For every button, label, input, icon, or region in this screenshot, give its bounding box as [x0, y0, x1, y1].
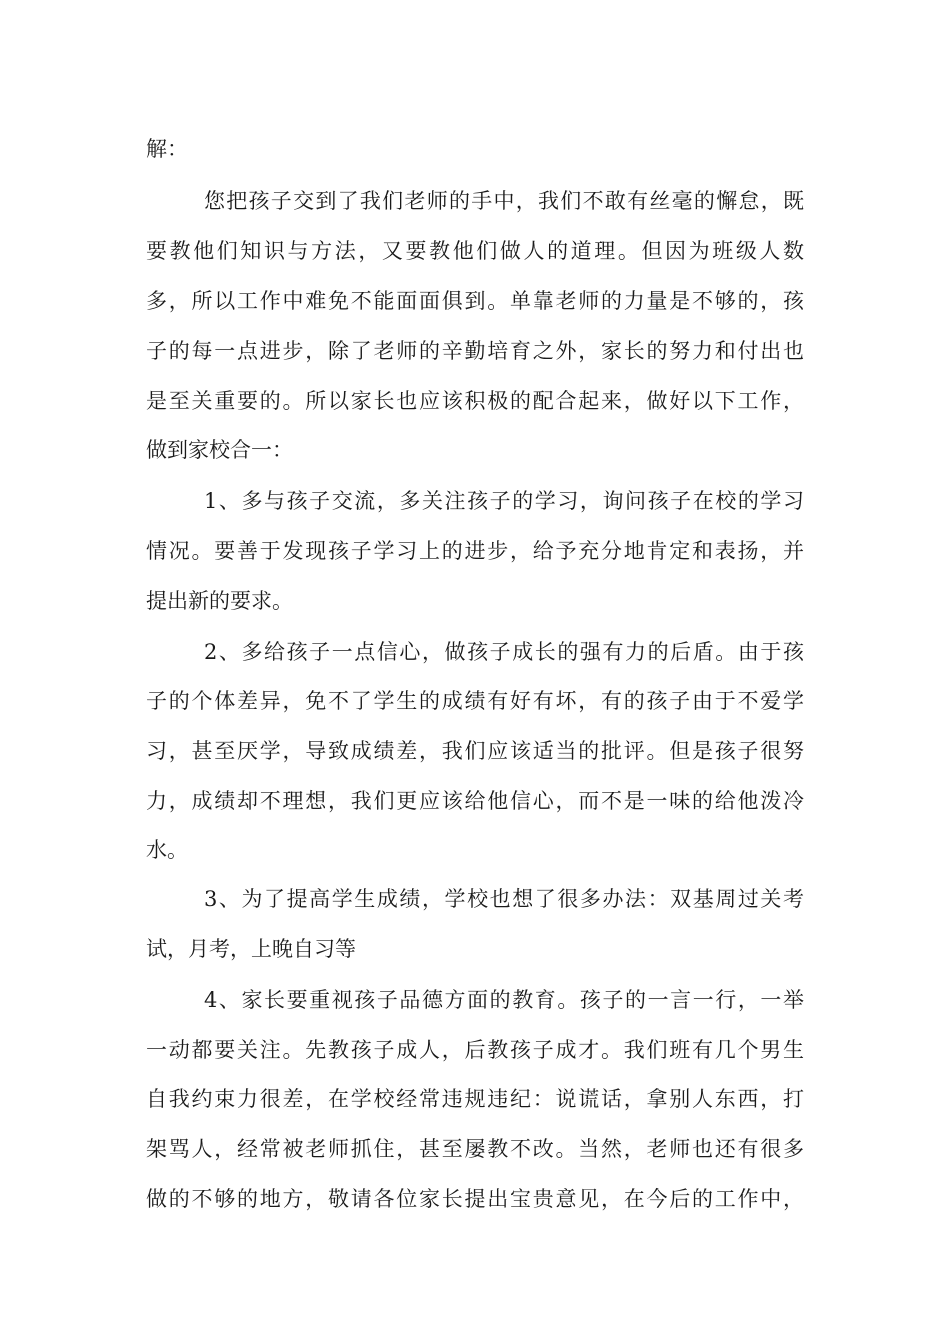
text-line: [0, 177, 950, 225]
text-line: [0, 1026, 950, 1074]
text-line: [0, 125, 950, 173]
line-text: 2、多给孩子一点信心，做孩子成长的强有力的后盾。由于孩: [204, 640, 804, 664]
text-line: [0, 327, 950, 375]
text-line: [0, 577, 950, 625]
line-text: 做的不够的地方，敬请各位家长提出宝贵意见，在今后的工作中，: [146, 1187, 804, 1211]
text-line: [0, 1075, 950, 1123]
text-line: [0, 727, 950, 775]
text-line: [0, 875, 950, 923]
line-text: 是至关重要的。所以家长也应该积极的配合起来，做好以下工作，: [146, 389, 804, 413]
line-text: 情况。要善于发现孩子学习上的进步，给予充分地肯定和表扬，并: [146, 539, 804, 563]
line-text: 一动都要关注。先教孩子成人，后教孩子成才。我们班有几个男生: [146, 1038, 804, 1062]
text-line: [0, 527, 950, 575]
text-line: [0, 377, 950, 425]
line-text: 架骂人，经常被老师抓住，甚至屡教不改。当然，老师也还有很多: [146, 1137, 804, 1161]
text-line: [0, 826, 950, 874]
line-text: 习，甚至厌学，导致成绩差，我们应该适当的批评。但是孩子很努: [146, 739, 804, 763]
line-text: 做到家校合一：: [146, 438, 293, 462]
text-line: [0, 677, 950, 725]
line-text: 试，月考，上晚自习等: [146, 937, 356, 961]
text-line: [0, 227, 950, 275]
text-line: [0, 426, 950, 474]
text-line: [0, 925, 950, 973]
line-text: 水。: [146, 838, 188, 862]
line-text: 4、家长要重视孩子品德方面的教育。孩子的一言一行，一举: [204, 988, 804, 1012]
text-line: [0, 477, 950, 525]
text-line: [0, 777, 950, 825]
text-line: [0, 976, 950, 1024]
line-text: 多，所以工作中难免不能面面俱到。单靠老师的力量是不够的，孩: [146, 289, 804, 313]
line-text: 子的个体差异，免不了学生的成绩有好有坏，有的孩子由于不爱学: [146, 689, 804, 713]
line-text: 要教他们知识与方法，又要教他们做人的道理。但因为班级人数: [146, 239, 804, 263]
line-text: 您把孩子交到了我们老师的手中，我们不敢有丝毫的懈怠，既: [204, 189, 804, 213]
text-line: [0, 628, 950, 676]
line-text: 子的每一点进步，除了老师的辛勤培育之外，家长的努力和付出也: [146, 339, 804, 363]
line-text: 提出新的要求。: [146, 589, 293, 613]
line-text: 解：: [146, 137, 188, 161]
line-text: 力，成绩却不理想，我们更应该给他信心，而不是一味的给他泼冷: [146, 789, 804, 813]
line-text: 3、为了提高学生成绩，学校也想了很多办法：双基周过关考: [204, 887, 804, 911]
line-text: 自我约束力很差，在学校经常违规违纪：说谎话，拿别人东西，打: [146, 1087, 804, 1111]
text-line: [0, 277, 950, 325]
text-line: [0, 1125, 950, 1173]
line-text: 1、多与孩子交流，多关注孩子的学习，询问孩子在校的学习: [204, 489, 804, 513]
text-line: [0, 1175, 950, 1223]
